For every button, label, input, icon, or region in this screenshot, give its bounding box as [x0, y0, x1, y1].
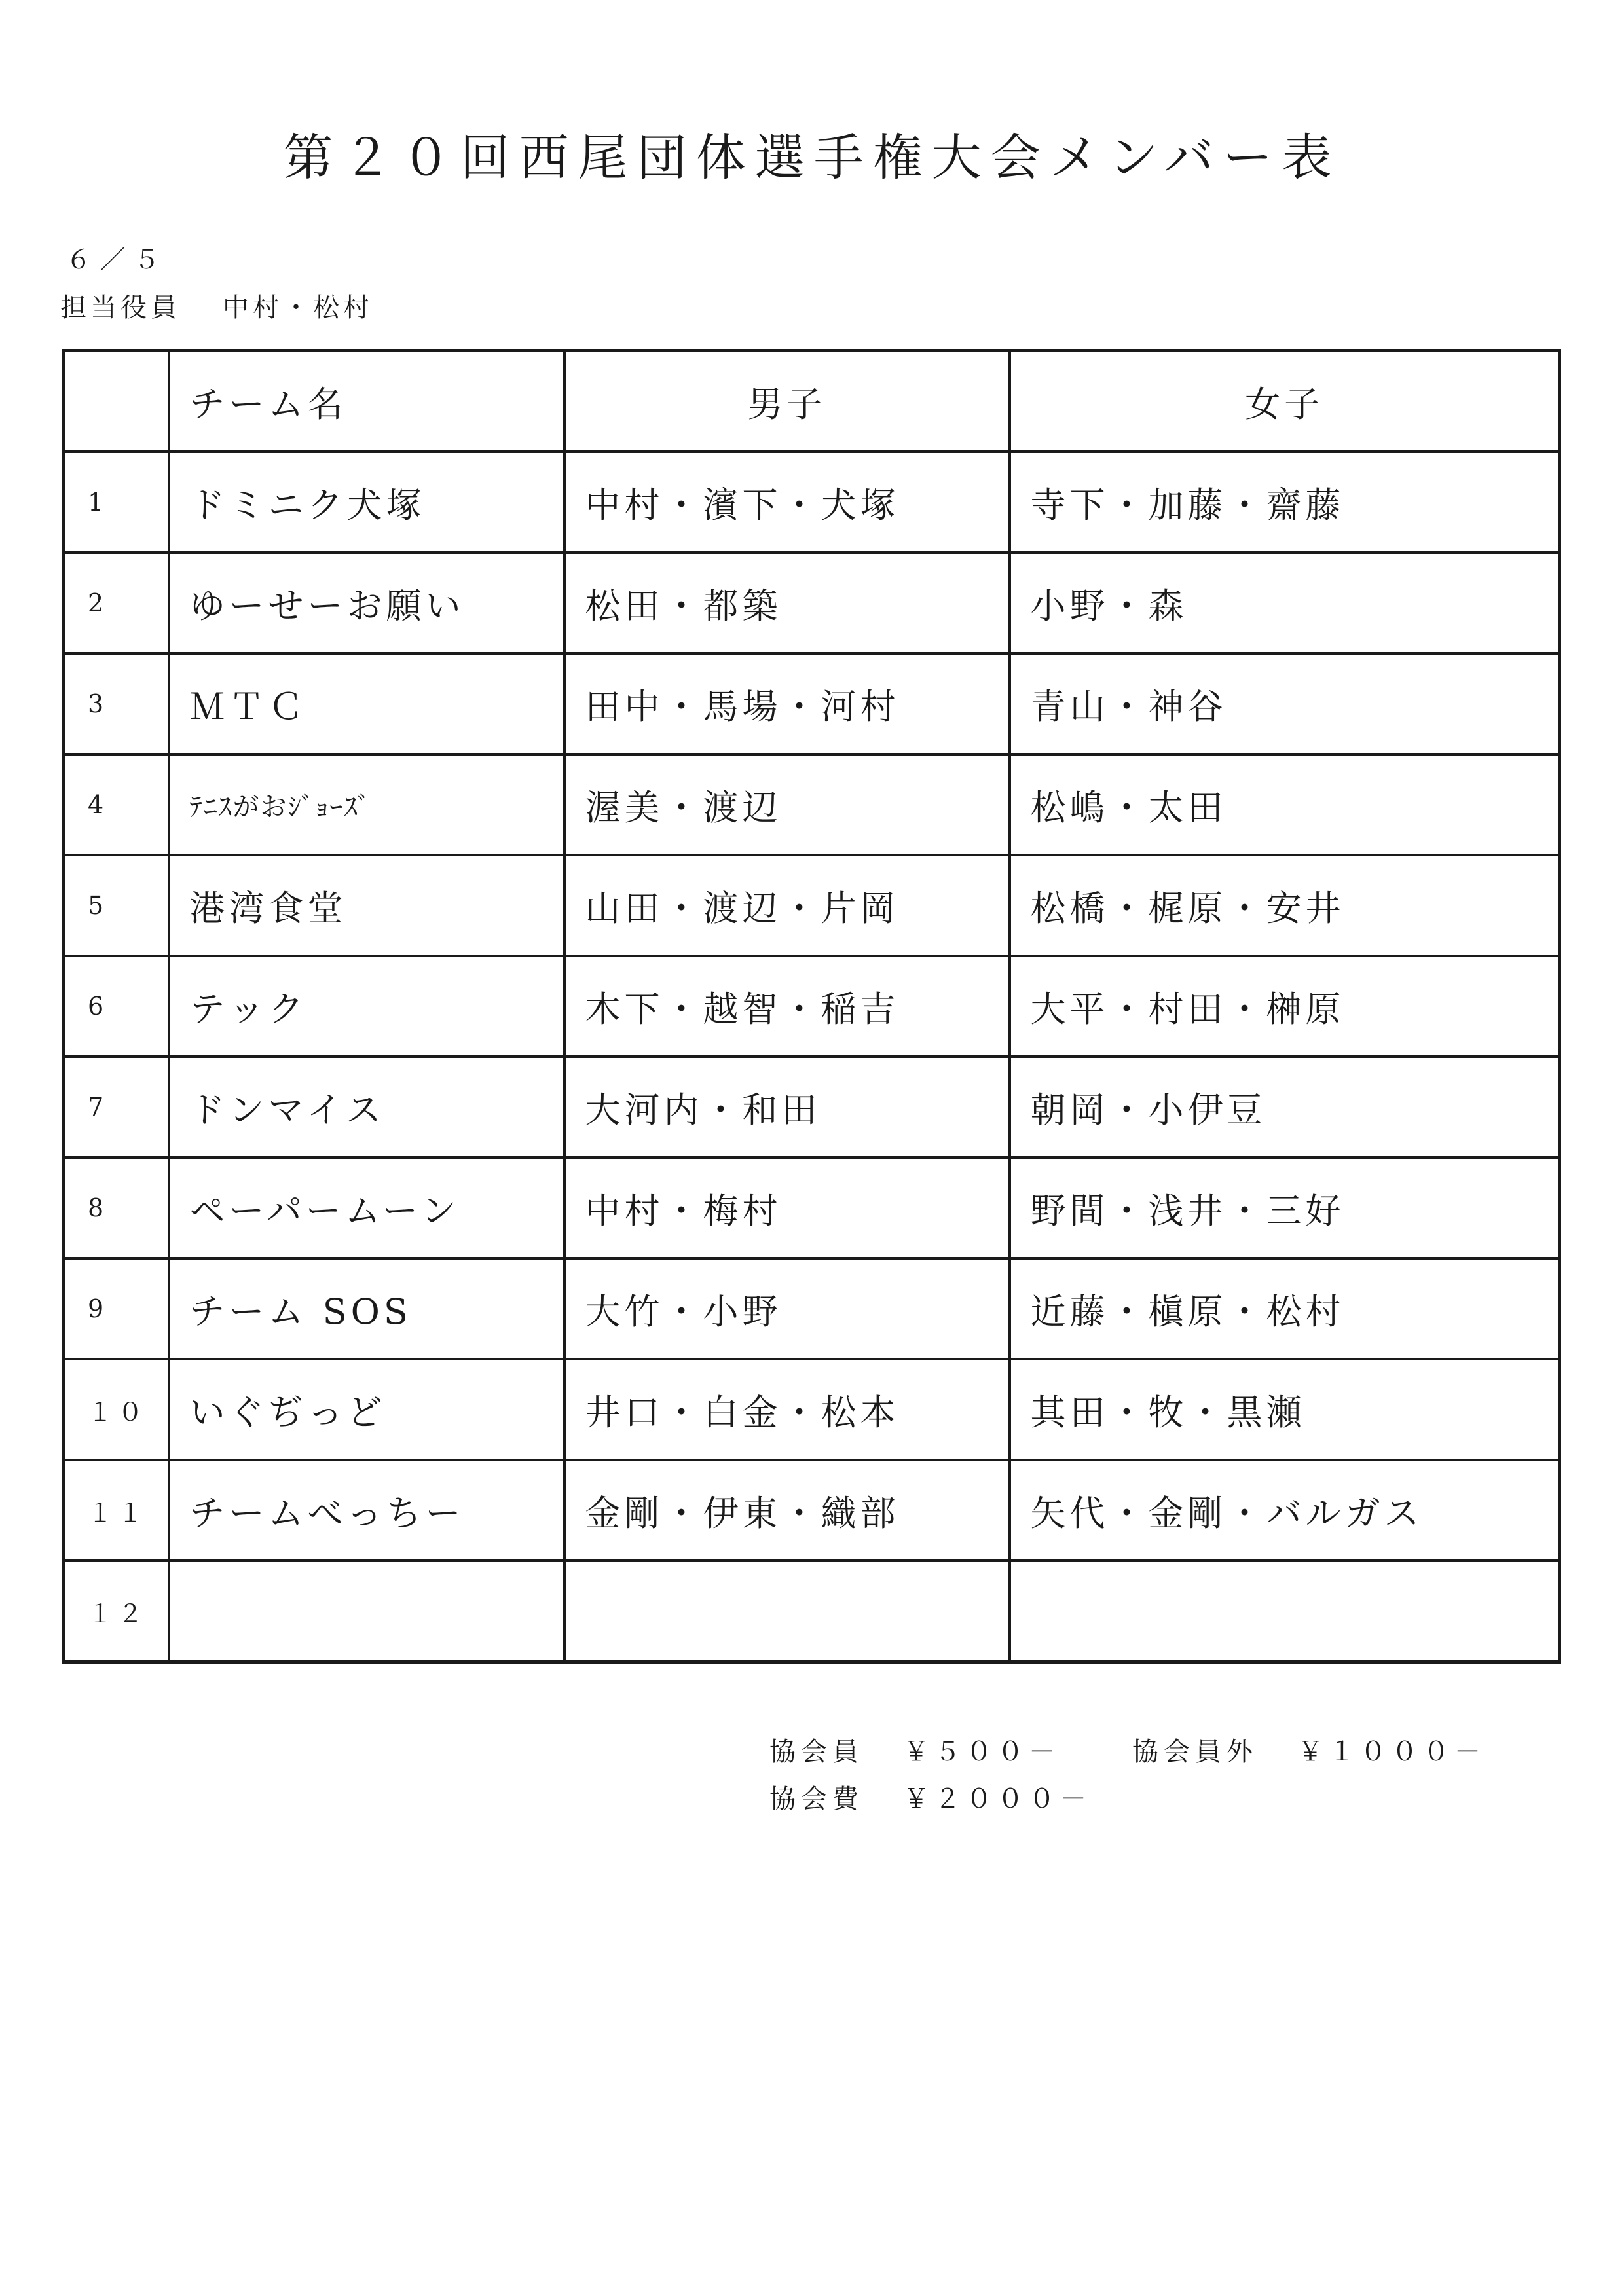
officers-line — [60, 287, 373, 324]
women-players: 其田・牧・黒瀬 — [1010, 1359, 1560, 1460]
team-name: チームべっちー — [169, 1460, 564, 1561]
row-number: 4 — [64, 754, 169, 855]
men-players: 井口・白金・松本 — [564, 1359, 1010, 1460]
row-number: 8 — [64, 1157, 169, 1258]
member-fee-amount: ￥５００－ — [903, 1737, 1060, 1767]
nonmember-fee-amount: ￥１０００－ — [1297, 1737, 1486, 1767]
team-name: ドンマイス — [169, 1057, 564, 1157]
team-name: ペーパームーン — [169, 1157, 564, 1258]
women-players: 大平・村田・榊原 — [1010, 956, 1560, 1057]
table-row — [64, 1460, 1560, 1561]
women-players: 小野・森 — [1010, 553, 1560, 653]
men-players: 松田・都築 — [564, 553, 1010, 653]
header-women: 女子 — [1010, 351, 1560, 452]
women-players — [1010, 1561, 1560, 1662]
men-players: 中村・濱下・犬塚 — [564, 452, 1010, 553]
men-players: 木下・越智・稲吉 — [564, 956, 1010, 1057]
women-players: 野間・浅井・三好 — [1010, 1157, 1560, 1258]
team-name: ﾃﾆｽがおｼﾞｮｰｽﾞ — [169, 754, 564, 855]
team-name: テック — [169, 956, 564, 1057]
men-players: 金剛・伊東・織部 — [564, 1460, 1010, 1561]
women-players: 朝岡・小伊豆 — [1010, 1057, 1560, 1157]
member-table — [62, 349, 1561, 1664]
header-number — [64, 351, 169, 452]
row-number: 6 — [64, 956, 169, 1057]
table-header-row — [64, 351, 1560, 452]
men-players — [564, 1561, 1010, 1662]
team-name: チーム SOS — [169, 1258, 564, 1359]
men-players: 大河内・和田 — [564, 1057, 1010, 1157]
officers-names: 中村・松村 — [223, 293, 373, 323]
association-fee-amount: ￥２０００－ — [903, 1784, 1092, 1814]
header-team: チーム名 — [169, 351, 564, 452]
team-name — [169, 1561, 564, 1662]
team-name: いぐぢっど — [169, 1359, 564, 1460]
fee-row-association — [769, 1776, 1486, 1823]
table-row — [64, 956, 1560, 1057]
team-name: ゆーせーお願い — [169, 553, 564, 653]
table-row — [64, 1057, 1560, 1157]
table-row — [64, 653, 1560, 754]
row-number: 5 — [64, 855, 169, 956]
team-name: ドミニク犬塚 — [169, 452, 564, 553]
row-number: 3 — [64, 653, 169, 754]
fee-row-participation — [769, 1728, 1486, 1776]
table-row — [64, 553, 1560, 653]
member-fee-label: 協会員 — [769, 1737, 864, 1767]
men-players: 中村・梅村 — [564, 1157, 1010, 1258]
table-row — [64, 452, 1560, 553]
row-number: １１ — [64, 1460, 169, 1561]
men-players: 渥美・渡辺 — [564, 754, 1010, 855]
table-row — [64, 855, 1560, 956]
nonmember-fee-label: 協会員外 — [1132, 1737, 1258, 1767]
association-fee-label: 協会費 — [769, 1784, 864, 1814]
table-row — [64, 1359, 1560, 1460]
team-name: ＭＴＣ — [169, 653, 564, 754]
women-players: 青山・神谷 — [1010, 653, 1560, 754]
row-number: 2 — [64, 553, 169, 653]
officers-label: 担当役員 — [60, 293, 181, 323]
row-number: 1 — [64, 452, 169, 553]
row-number: 7 — [64, 1057, 169, 1157]
women-players: 松橋・梶原・安井 — [1010, 855, 1560, 956]
women-players: 寺下・加藤・齋藤 — [1010, 452, 1560, 553]
header-men: 男子 — [564, 351, 1010, 452]
men-players: 大竹・小野 — [564, 1258, 1010, 1359]
team-name: 港湾食堂 — [169, 855, 564, 956]
date-text: ６／５ — [65, 245, 168, 275]
table-row — [64, 1561, 1560, 1662]
women-players: 松嶋・太田 — [1010, 754, 1560, 855]
table-row — [64, 1157, 1560, 1258]
table-row — [64, 1258, 1560, 1359]
fee-info — [769, 1728, 1486, 1823]
page-title: 第２０回西尾団体選手権大会メンバー表 — [283, 128, 1341, 187]
men-players: 山田・渡辺・片岡 — [564, 855, 1010, 956]
men-players: 田中・馬場・河村 — [564, 653, 1010, 754]
women-players: 矢代・金剛・バルガス — [1010, 1460, 1560, 1561]
row-number: １２ — [64, 1561, 169, 1662]
women-players: 近藤・槇原・松村 — [1010, 1258, 1560, 1359]
table-row — [64, 754, 1560, 855]
row-number: １０ — [64, 1359, 169, 1460]
row-number: 9 — [64, 1258, 169, 1359]
